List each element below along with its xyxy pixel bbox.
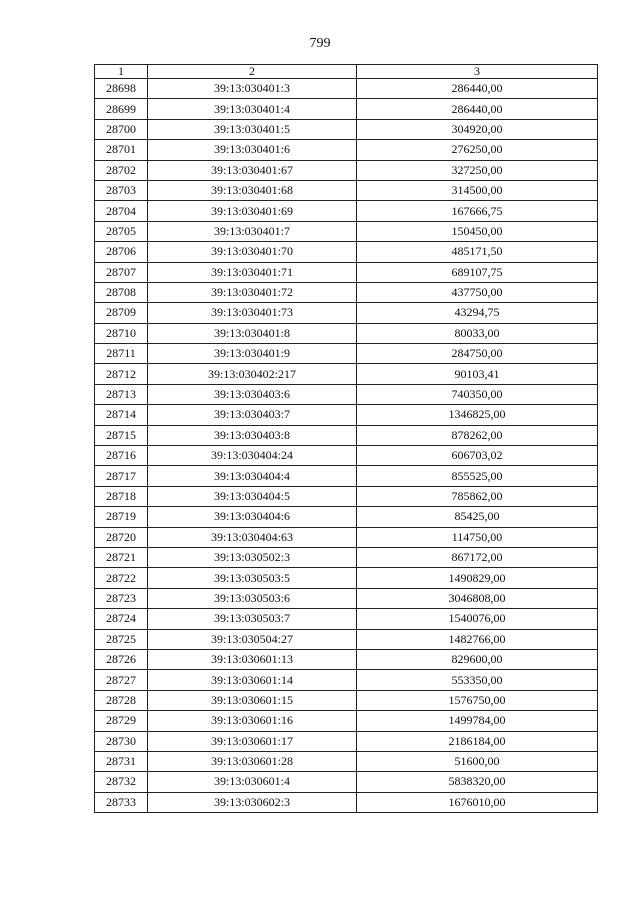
cadastral-number-cell: 39:13:030404:24 <box>148 446 357 466</box>
row-number-cell: 28713 <box>95 384 148 404</box>
row-number-cell: 28726 <box>95 649 148 669</box>
row-number-cell: 28725 <box>95 629 148 649</box>
page-number: 799 <box>309 36 331 51</box>
value-cell: 606703,02 <box>357 446 598 466</box>
table-row <box>95 119 598 139</box>
value-cell: 867172,00 <box>357 547 598 567</box>
value-cell: 1482766,00 <box>357 629 598 649</box>
row-number-cell: 28709 <box>95 303 148 323</box>
cadastral-number-cell: 39:13:030404:6 <box>148 507 357 527</box>
cadastral-number-cell: 39:13:030601:17 <box>148 731 357 751</box>
table-row <box>95 446 598 466</box>
column-header-2: 2 <box>148 65 357 79</box>
value-cell: 167666,75 <box>357 201 598 221</box>
value-cell: 150450,00 <box>357 221 598 241</box>
table-row <box>95 180 598 200</box>
cadastral-number-cell: 39:13:030403:6 <box>148 384 357 404</box>
table-row <box>95 160 598 180</box>
cadastral-number-cell: 39:13:030401:69 <box>148 201 357 221</box>
value-cell: 284750,00 <box>357 344 598 364</box>
row-number-cell: 28704 <box>95 201 148 221</box>
value-cell: 878262,00 <box>357 425 598 445</box>
cadastral-number-cell: 39:13:030401:6 <box>148 140 357 160</box>
cadastral-number-cell: 39:13:030401:7 <box>148 221 357 241</box>
row-number-cell: 28703 <box>95 180 148 200</box>
cadastral-number-cell: 39:13:030403:8 <box>148 425 357 445</box>
cadastral-number-cell: 39:13:030601:4 <box>148 772 357 792</box>
value-cell: 3046808,00 <box>357 588 598 608</box>
value-cell: 1540076,00 <box>357 609 598 629</box>
value-cell: 2186184,00 <box>357 731 598 751</box>
cadastral-number-cell: 39:13:030602:3 <box>148 792 357 812</box>
cadastral-number-cell: 39:13:030601:13 <box>148 649 357 669</box>
row-number-cell: 28714 <box>95 405 148 425</box>
cadastral-number-cell: 39:13:030401:73 <box>148 303 357 323</box>
cadastral-number-cell: 39:13:030403:7 <box>148 405 357 425</box>
table-row <box>95 690 598 710</box>
value-cell: 1499784,00 <box>357 711 598 731</box>
row-number-cell: 28722 <box>95 568 148 588</box>
value-cell: 85425,00 <box>357 507 598 527</box>
cadastral-number-cell: 39:13:030601:15 <box>148 690 357 710</box>
cadastral-number-cell: 39:13:030401:5 <box>148 119 357 139</box>
table-row <box>95 629 598 649</box>
value-cell: 829600,00 <box>357 649 598 669</box>
row-number-cell: 28715 <box>95 425 148 445</box>
cadastral-number-cell: 39:13:030402:217 <box>148 364 357 384</box>
table-row <box>95 588 598 608</box>
row-number-cell: 28728 <box>95 690 148 710</box>
cadastral-number-cell: 39:13:030404:4 <box>148 466 357 486</box>
value-cell: 1490829,00 <box>357 568 598 588</box>
table-row <box>95 711 598 731</box>
value-cell: 1576750,00 <box>357 690 598 710</box>
cadastral-number-cell: 39:13:030404:63 <box>148 527 357 547</box>
value-cell: 327250,00 <box>357 160 598 180</box>
table-row <box>95 282 598 302</box>
cadastral-number-cell: 39:13:030601:14 <box>148 670 357 690</box>
cadastral-number-cell: 39:13:030401:9 <box>148 344 357 364</box>
cadastral-number-cell: 39:13:030401:70 <box>148 242 357 262</box>
table-row <box>95 466 598 486</box>
value-cell: 5838320,00 <box>357 772 598 792</box>
row-number-cell: 28717 <box>95 466 148 486</box>
value-cell: 740350,00 <box>357 384 598 404</box>
value-cell: 785862,00 <box>357 486 598 506</box>
cadastral-number-cell: 39:13:030503:7 <box>148 609 357 629</box>
table-row <box>95 731 598 751</box>
row-number-cell: 28699 <box>95 99 148 119</box>
table-row <box>95 792 598 812</box>
row-number-cell: 28719 <box>95 507 148 527</box>
cadastral-number-cell: 39:13:030401:4 <box>148 99 357 119</box>
row-number-cell: 28720 <box>95 527 148 547</box>
row-number-cell: 28729 <box>95 711 148 731</box>
cadastral-number-cell: 39:13:030401:8 <box>148 323 357 343</box>
row-number-cell: 28730 <box>95 731 148 751</box>
value-cell: 114750,00 <box>357 527 598 547</box>
row-number-cell: 28707 <box>95 262 148 282</box>
cadastral-number-cell: 39:13:030401:72 <box>148 282 357 302</box>
row-number-cell: 28732 <box>95 772 148 792</box>
row-number-cell: 28710 <box>95 323 148 343</box>
table-row <box>95 99 598 119</box>
cadastral-number-cell: 39:13:030504:27 <box>148 629 357 649</box>
value-cell: 51600,00 <box>357 751 598 771</box>
row-number-cell: 28701 <box>95 140 148 160</box>
table-row <box>95 405 598 425</box>
value-cell: 437750,00 <box>357 282 598 302</box>
table-row <box>95 364 598 384</box>
table-row <box>95 568 598 588</box>
row-number-cell: 28712 <box>95 364 148 384</box>
table-row <box>95 772 598 792</box>
value-cell: 485171,50 <box>357 242 598 262</box>
cadastral-number-cell: 39:13:030401:68 <box>148 180 357 200</box>
table-row <box>95 344 598 364</box>
table-body <box>95 79 598 813</box>
value-cell: 689107,75 <box>357 262 598 282</box>
value-cell: 286440,00 <box>357 79 598 99</box>
table-row <box>95 242 598 262</box>
table-row <box>95 262 598 282</box>
value-cell: 855525,00 <box>357 466 598 486</box>
table-row <box>95 79 598 99</box>
cadastral-number-cell: 39:13:030401:67 <box>148 160 357 180</box>
cadastral-number-cell: 39:13:030401:3 <box>148 79 357 99</box>
cadastral-number-cell: 39:13:030404:5 <box>148 486 357 506</box>
row-number-cell: 28702 <box>95 160 148 180</box>
value-cell: 43294,75 <box>357 303 598 323</box>
row-number-cell: 28698 <box>95 79 148 99</box>
table-row <box>95 486 598 506</box>
row-number-cell: 28705 <box>95 221 148 241</box>
table-row <box>95 303 598 323</box>
cadastral-number-cell: 39:13:030503:6 <box>148 588 357 608</box>
table-row <box>95 384 598 404</box>
table-row <box>95 527 598 547</box>
row-number-cell: 28731 <box>95 751 148 771</box>
table-row <box>95 507 598 527</box>
data-table <box>94 64 598 813</box>
table-row <box>95 751 598 771</box>
table-row <box>95 201 598 221</box>
value-cell: 304920,00 <box>357 119 598 139</box>
cadastral-number-cell: 39:13:030502:3 <box>148 547 357 567</box>
value-cell: 1676010,00 <box>357 792 598 812</box>
cadastral-number-cell: 39:13:030601:16 <box>148 711 357 731</box>
table-row <box>95 649 598 669</box>
row-number-cell: 28723 <box>95 588 148 608</box>
row-number-cell: 28711 <box>95 344 148 364</box>
value-cell: 276250,00 <box>357 140 598 160</box>
value-cell: 286440,00 <box>357 99 598 119</box>
table-row <box>95 425 598 445</box>
cadastral-number-cell: 39:13:030503:5 <box>148 568 357 588</box>
column-header-3: 3 <box>357 65 598 79</box>
table-header-row <box>95 65 598 79</box>
row-number-cell: 28708 <box>95 282 148 302</box>
table-row <box>95 670 598 690</box>
table-row <box>95 323 598 343</box>
row-number-cell: 28718 <box>95 486 148 506</box>
value-cell: 90103,41 <box>357 364 598 384</box>
row-number-cell: 28716 <box>95 446 148 466</box>
table-row <box>95 547 598 567</box>
cadastral-number-cell: 39:13:030601:28 <box>148 751 357 771</box>
row-number-cell: 28706 <box>95 242 148 262</box>
row-number-cell: 28700 <box>95 119 148 139</box>
row-number-cell: 28733 <box>95 792 148 812</box>
row-number-cell: 28724 <box>95 609 148 629</box>
table-row <box>95 140 598 160</box>
cadastral-number-cell: 39:13:030401:71 <box>148 262 357 282</box>
value-cell: 1346825,00 <box>357 405 598 425</box>
value-cell: 553350,00 <box>357 670 598 690</box>
row-number-cell: 28721 <box>95 547 148 567</box>
row-number-cell: 28727 <box>95 670 148 690</box>
value-cell: 80033,00 <box>357 323 598 343</box>
table-row <box>95 221 598 241</box>
column-header-1: 1 <box>95 65 148 79</box>
table-row <box>95 609 598 629</box>
value-cell: 314500,00 <box>357 180 598 200</box>
